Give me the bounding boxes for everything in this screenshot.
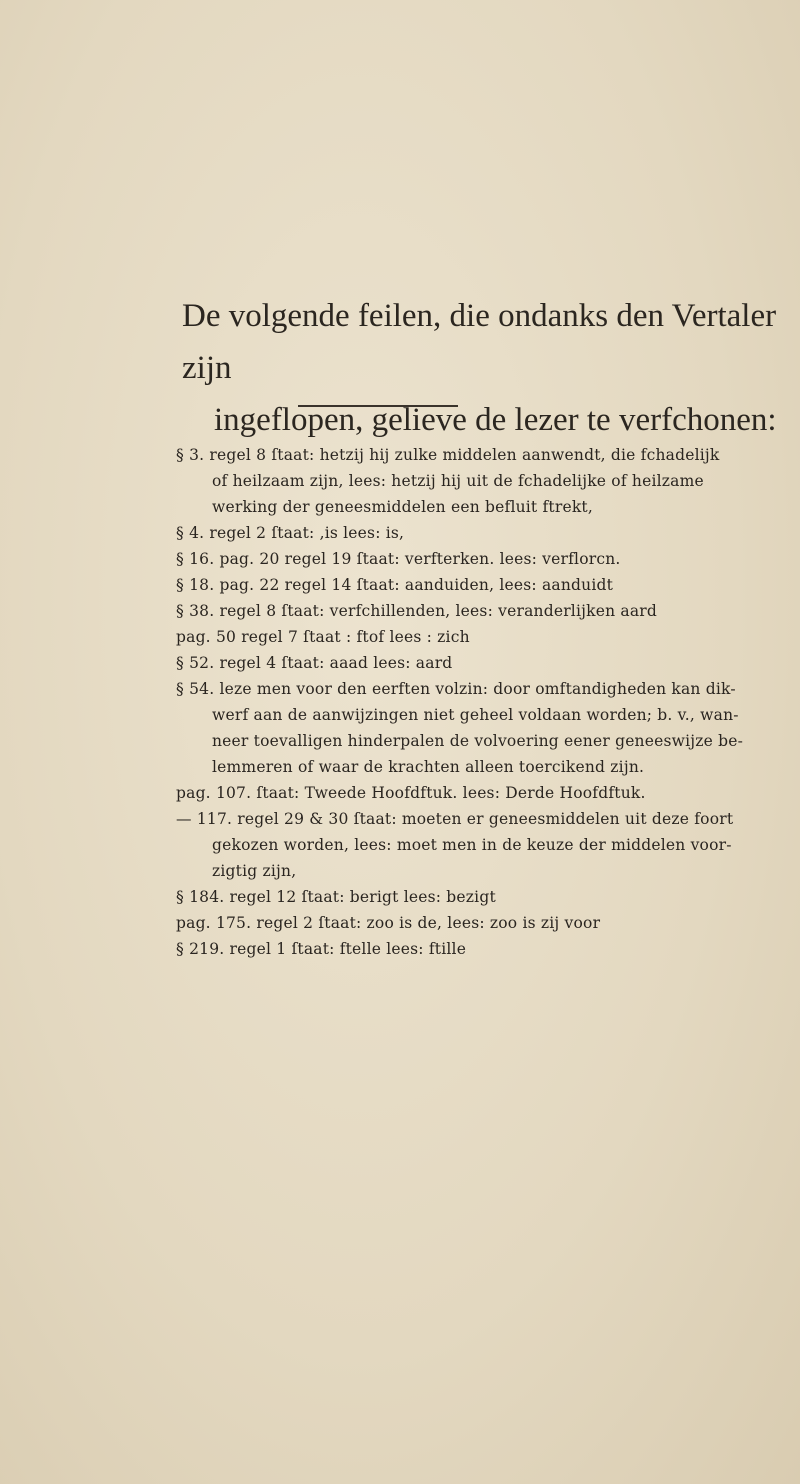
errata-line: gekozen worden, lees: moet men in de keuze der middelen voor- — [212, 836, 732, 854]
heading-line-2: ingeflopen, gelieve de lezer te verfchonen: — [214, 402, 777, 438]
errata-entry — [176, 676, 786, 780]
errata-line: pag. 175. regel 2 ſtaat: zoo is de, lees: zoo is zij voor — [176, 914, 601, 932]
heading-line-1: De volgende feilen, die ondanks den Vertaler zijn — [182, 298, 777, 386]
errata-entry — [176, 780, 786, 806]
errata-entry — [176, 442, 786, 520]
errata-line: neer toevalligen hinderpalen de volvoering eener geneeswijze be- — [212, 732, 744, 750]
errata-line: § 184. regel 12 ſtaat: berigt lees: bezigt — [176, 888, 496, 906]
errata-line: § 52. regel 4 ſtaat: aaad lees: aard — [176, 654, 453, 672]
errata-line: § 4. regel 2 ſtaat: ,is lees: is, — [176, 524, 405, 542]
errata-line: § 18. pag. 22 regel 14 ſtaat: aanduiden, lees: aanduidt — [176, 576, 614, 594]
errata-entry — [176, 910, 786, 936]
errata-line: — 117. regel 29 & 30 ſtaat: moeten er geneesmiddelen uit deze foort — [176, 810, 734, 828]
heading-divider — [298, 405, 458, 407]
errata-line: of heilzaam zijn, lees: hetzij hij uit de fchadelijke of heilzame — [212, 472, 704, 490]
errata-line: zigtig zijn, — [212, 862, 297, 880]
errata-entry — [176, 598, 786, 624]
errata-entry — [176, 884, 786, 910]
errata-line: § 38. regel 8 ſtaat: verfchillenden, lees: veranderlijken aard — [176, 602, 658, 620]
errata-line: § 3. regel 8 ſtaat: hetzij hij zulke middelen aanwendt, die fchadelijk — [176, 446, 720, 464]
errata-line: werking der geneesmiddelen een befluit ftrekt, — [212, 498, 593, 516]
errata-line: werf aan de aanwijzingen niet geheel voldaan worden; b. v., wan- — [212, 706, 739, 724]
errata-entry — [176, 650, 786, 676]
errata-entry — [176, 624, 786, 650]
errata-line: pag. 50 regel 7 ſtaat : ftof lees : zich — [176, 628, 470, 646]
errata-line: lemmeren of waar de krachten alleen toercikend zijn. — [212, 758, 645, 776]
errata-entry — [176, 520, 786, 546]
errata-line: § 54. leze men voor den eerften volzin: door omftandigheden kan dik- — [176, 680, 736, 698]
errata-line: § 219. regel 1 ſtaat: ftelle lees: ftille — [176, 940, 467, 958]
errata-entry — [176, 806, 786, 884]
errata-entry — [176, 572, 786, 598]
errata-entry — [176, 936, 786, 962]
errata-heading — [0, 290, 800, 446]
errata-list — [176, 442, 786, 962]
errata-entry — [176, 546, 786, 572]
errata-line: pag. 107. ſtaat: Tweede Hoofdftuk. lees: Derde Hoofdftuk. — [176, 784, 646, 802]
errata-line: § 16. pag. 20 regel 19 ſtaat: verfterken. lees: verflorcn. — [176, 550, 621, 568]
